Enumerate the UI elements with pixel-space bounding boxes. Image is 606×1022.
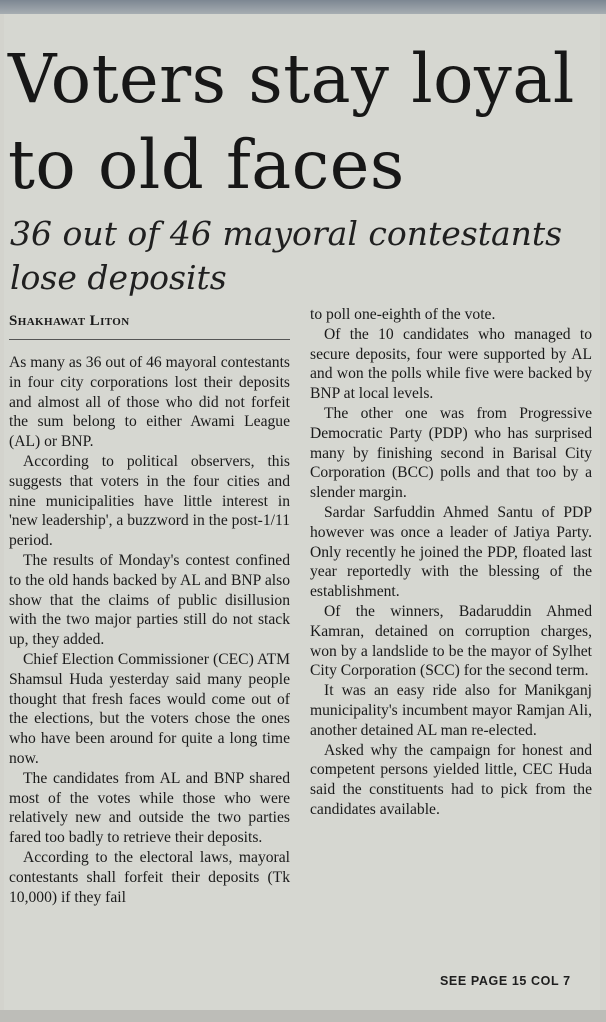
paragraph: Asked why the campaign for honest and competent persons yielded little, CEC Huda said the constituents had to pick from the candidates available. [310,741,592,818]
continuation-jump-line: SEE PAGE 15 COL 7 [440,974,571,988]
paragraph: Sardar Sarfuddin Ahmed Santu of PDP however was once a leader of Jatiya Party. Only recently he joined the PDP, floated last year reportedly with the blessing of the establishment. [310,503,592,601]
subheadline: 36 out of 46 mayoral contestants lose deposits [10,214,563,297]
headline-line-2: to old faces [8,126,405,204]
paragraph: Chief Election Commissioner (CEC) ATM Shamsul Huda yesterday said many people thought that fresh faces would come out of the elections, but the voters chose the ones who have been around for quite a long time now. [9,650,290,767]
paragraph: Of the winners, Badaruddin Ahmed Kamran, detained on corruption charges, won by a landslide to be the mayor of Sylhet City Corporation (SCC) for the second term. [310,602,592,680]
paragraph: Of the 10 candidates who managed to secure deposits, four were supported by AL and won the polls while five were backed by BNP at local levels. [310,325,592,403]
paragraph: According to political observers, this suggests that voters in the four cities and nine municipalities have little interest in 'new leadership', a buzzword in the post-1/11 period. [9,452,290,550]
paragraph: According to the electoral laws, mayoral contestants shall forfeit their deposits (Tk 10,000) if they fail [9,848,290,906]
paragraph: to poll one-eighth of the vote. [310,306,496,323]
headline-line-1: Voters stay loyal [8,40,575,118]
paragraph: The other one was from Progressive Democratic Party (PDP) who has surprised many by finishing second in Barisal City Corporation (BCC) polls and that too by a slender margin. [310,404,592,502]
byline: Shakhawat Liton [9,312,290,340]
headline [8,36,598,208]
article-column-left [9,312,290,907]
paragraph: It was an easy ride also for Manikganj municipality's incumbent mayor Ramjan Ali, another detained AL man re-elected. [310,682,592,739]
paragraph: The results of Monday's contest confined to the old hands backed by AL and BNP also show that the claims of public disillusion with the two major parties still do not stack up, they added. [9,551,290,649]
article-column-right [310,305,592,820]
top-edge-band [0,0,606,14]
paragraph: The candidates from AL and BNP shared most of the votes while those who were relatively new and outside the two parties fared too badly to retrieve their deposits. [9,769,290,847]
bottom-edge [0,1010,606,1022]
paragraph: As many as 36 out of 46 mayoral contestants in four city corporations lost their deposits and almost all of those who did not forfeit the sum belong to either Awami League (AL) or BNP. [9,354,290,451]
